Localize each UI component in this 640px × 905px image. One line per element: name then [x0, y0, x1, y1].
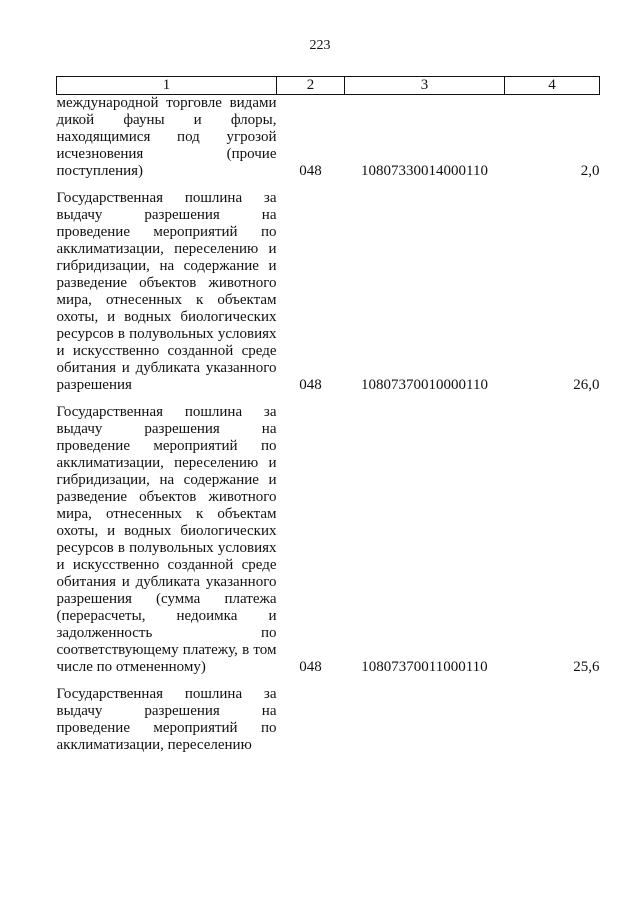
- row-bcc: 10807370011000110: [361, 659, 488, 675]
- table-row: [57, 404, 600, 686]
- row-amount-cell: [505, 404, 600, 686]
- row-amount: 2,0: [580, 163, 600, 179]
- table-row: [57, 686, 600, 754]
- row-description: Государственная пошлина за выдачу разрешения на проведение мероприятий по акклиматизации, переселению и гибридизации, на содержание и разведение объектов животного мира, отнесенных к объектам охоты, и водных биологических ресурсов в полувольных условиях и искусственно созданной среде обитания и дубликата указанного разрешения: [56, 190, 277, 393]
- row-bcc-cell: [345, 686, 505, 754]
- row-description: международной торговле видами дикой фауны и флоры, находящимися под угрозой исчезновения (прочие поступления): [56, 95, 277, 179]
- row-amount-cell: [505, 190, 600, 404]
- row-amount: 26,0: [573, 377, 600, 393]
- row-admin-code-cell: [277, 95, 345, 191]
- row-description-cell: [57, 686, 277, 754]
- row-amount-cell: [505, 95, 600, 191]
- row-description: Государственная пошлина за выдачу разрешения на проведение мероприятий по акклиматизации, переселению и гибридизации, на содержание и разведение объектов животного мира, отнесенных к объектам охоты, и водных биологических ресурсов в полувольных условиях и искусственно созданной среде обитания и дубликата указанного разрешения (сумма платежа (перерасчеты, недоимка и задолженность по соответствующему платежу, в том числе по отмененному): [56, 404, 277, 675]
- column-header-4: 4: [505, 77, 600, 95]
- table-row: [57, 95, 600, 191]
- budget-table: [56, 76, 600, 754]
- row-admin-code-cell: [277, 404, 345, 686]
- page-number: 223: [309, 38, 331, 53]
- row-bcc-cell: [345, 190, 505, 404]
- column-header-1: 1: [57, 77, 277, 95]
- row-amount-cell: [505, 686, 600, 754]
- table-row: [57, 190, 600, 404]
- row-bcc-cell: [345, 95, 505, 191]
- row-bcc: 10807330014000110: [361, 163, 488, 179]
- row-admin-code: 048: [299, 163, 322, 179]
- row-description-cell: [57, 190, 277, 404]
- table-header-row: [57, 77, 600, 95]
- row-admin-code: 048: [299, 377, 322, 393]
- row-admin-code: 048: [299, 659, 322, 675]
- column-header-3: 3: [345, 77, 505, 95]
- row-description: Государственная пошлина за выдачу разрешения на проведение мероприятий по акклиматизации, переселению: [56, 686, 277, 753]
- row-description-cell: [57, 404, 277, 686]
- row-description-cell: [57, 95, 277, 191]
- column-header-2: 2: [277, 77, 345, 95]
- row-amount: 25,6: [573, 659, 600, 675]
- row-admin-code: [277, 744, 345, 754]
- row-bcc: 10807370010000110: [361, 377, 488, 393]
- row-admin-code-cell: [277, 190, 345, 404]
- row-bcc: [345, 744, 505, 754]
- row-amount: [505, 744, 600, 754]
- row-admin-code-cell: [277, 686, 345, 754]
- row-bcc-cell: [345, 404, 505, 686]
